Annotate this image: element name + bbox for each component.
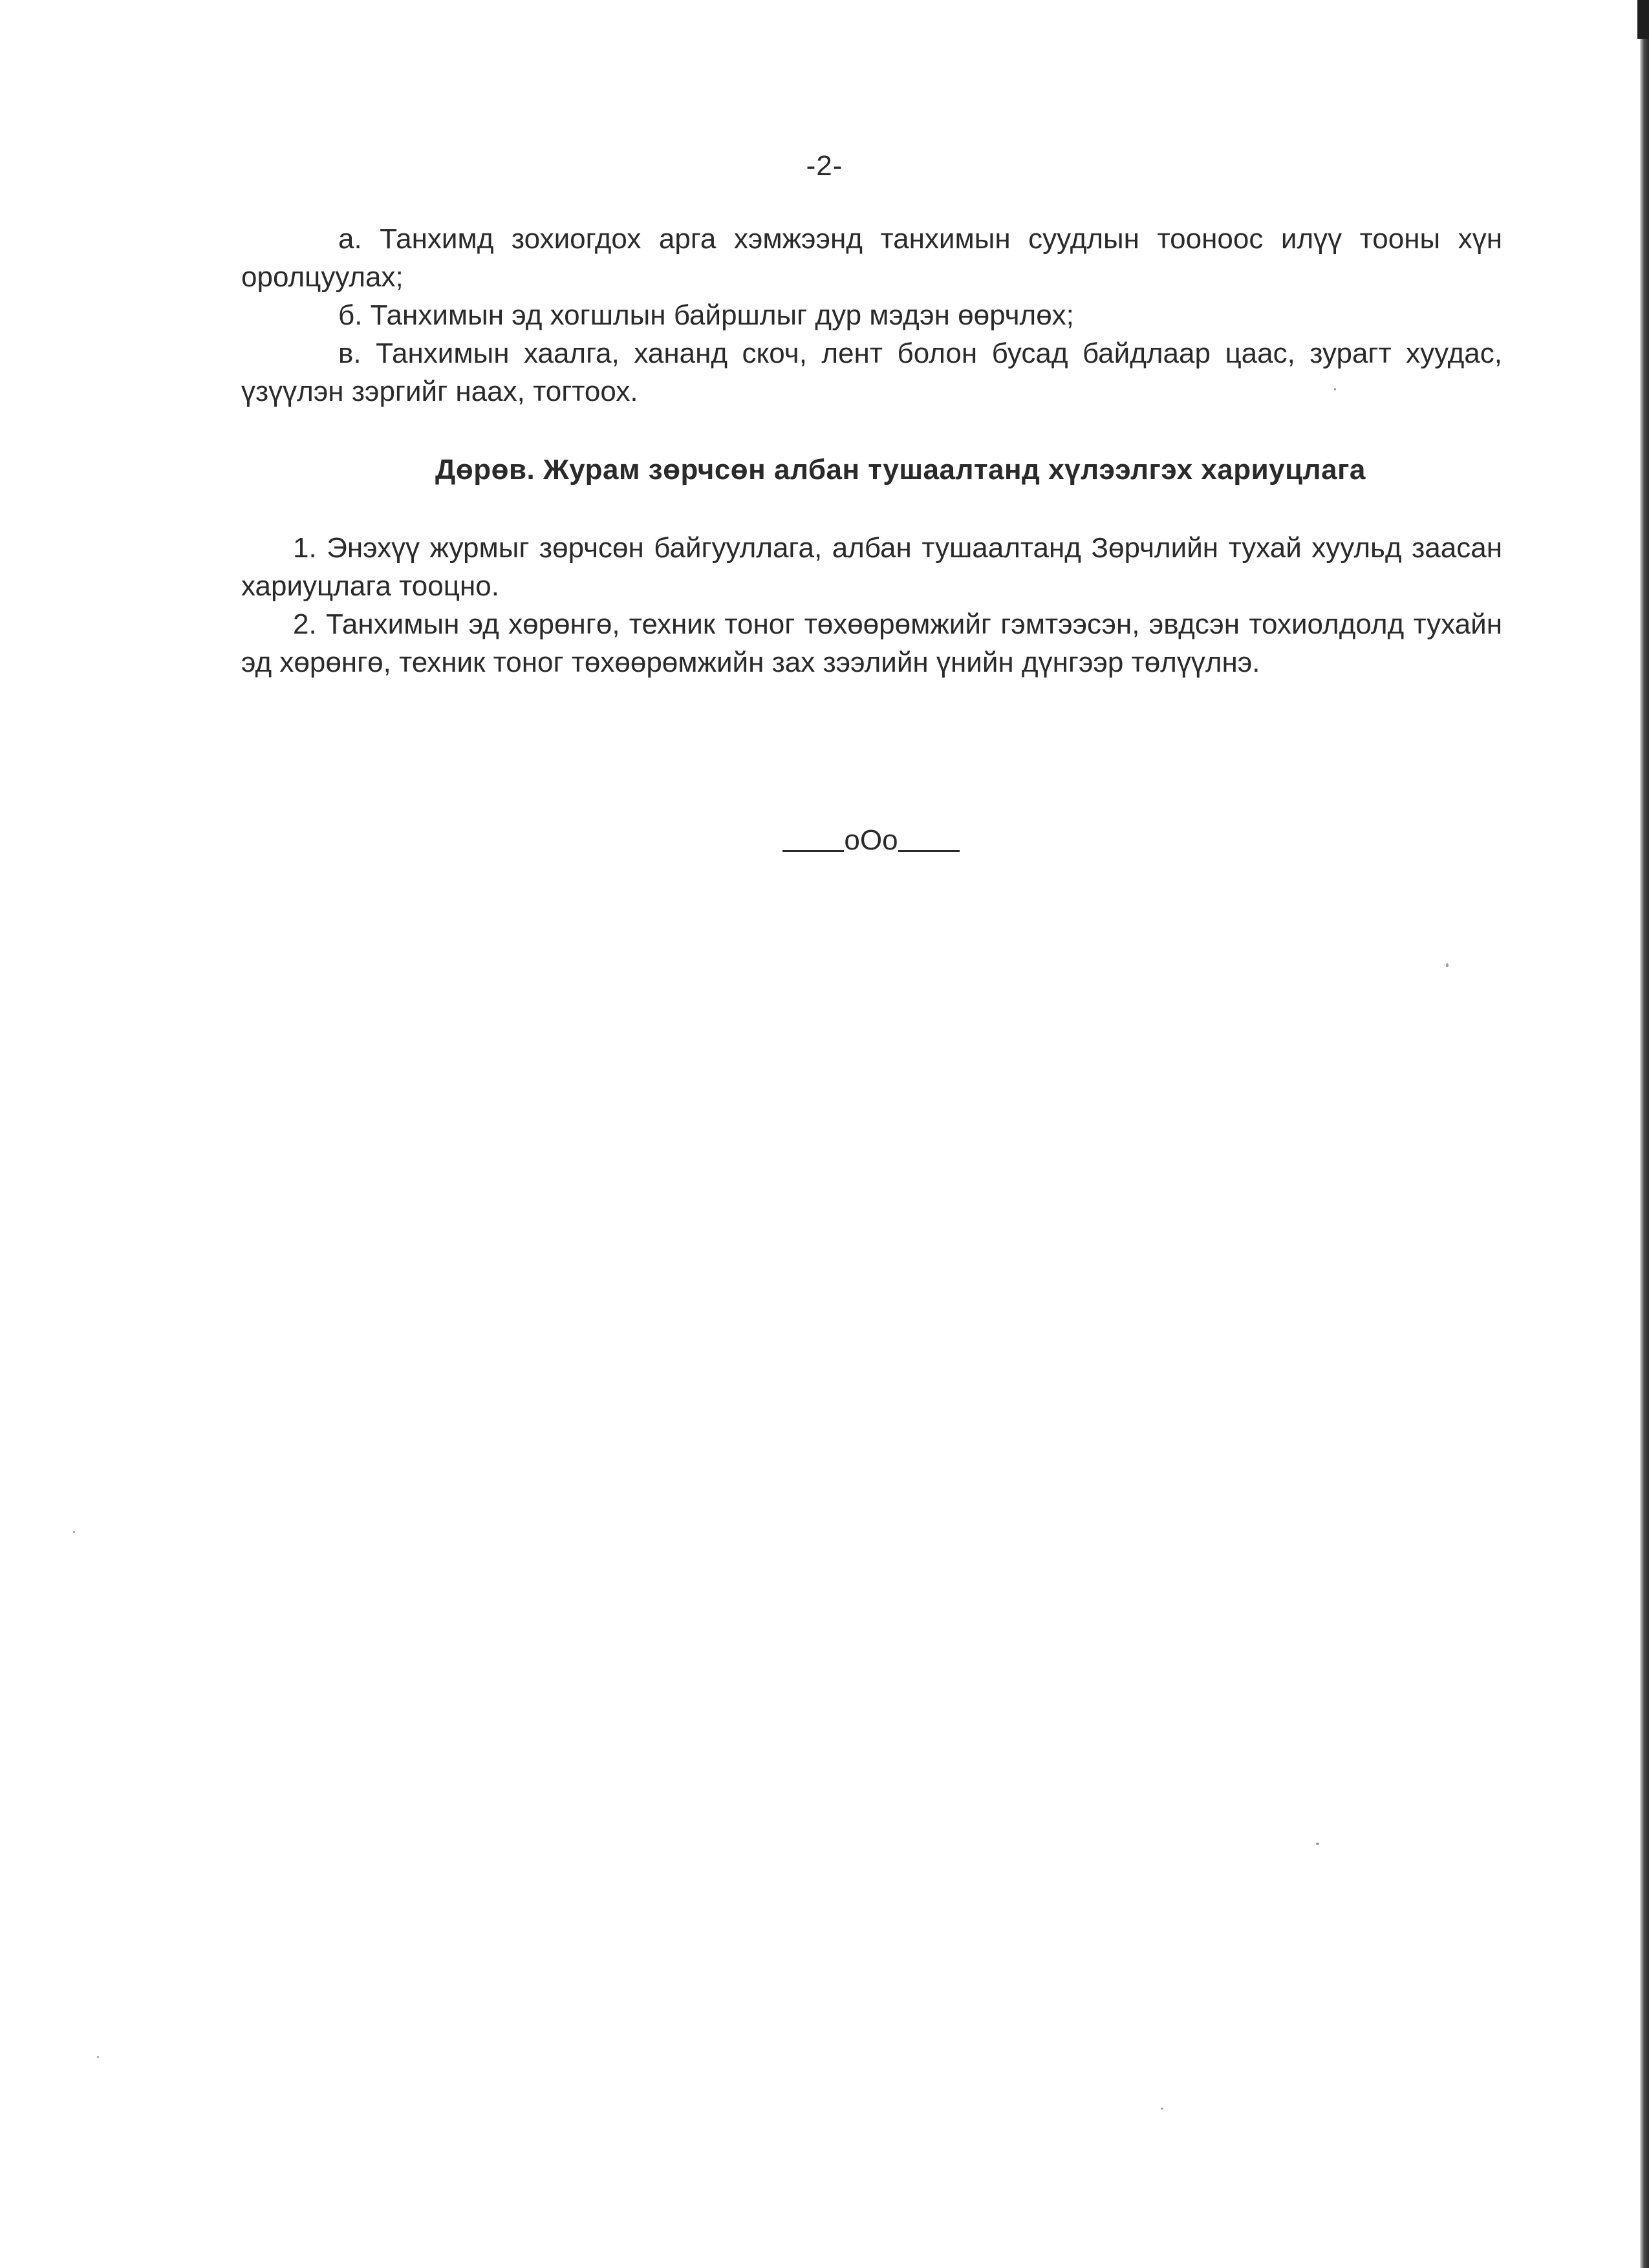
list-item-b: б. Танхимын эд хогшлын байршлыг дур мэдэн өөрчлөх; (338, 299, 1074, 331)
scan-speck (1446, 963, 1449, 967)
document-end-mark (0, 824, 1649, 857)
end-mark-left-rule (782, 850, 844, 852)
scan-edge-corner (1637, 0, 1649, 39)
scan-speck (1316, 1843, 1319, 1845)
numbered-item-2: 2. Танхимын эд хөрөнгө, техник тоног төхөөрөмжийг гэмтээсэн, эвдсэн тохиолдолд тухайн эд хөрөнгө, техник тоног төхөөрөмжийн зах зээлийн үнийн дүнгээр төлүүлнэ. (241, 608, 1502, 678)
list-item-a: а. Танхимд зохиогдох арга хэмжээнд танхимын суудлын тооноос илүү тооны хүн оролцуулах; (241, 223, 1502, 293)
scan-speck (1334, 388, 1336, 390)
end-mark-text: oOo (844, 824, 898, 856)
scan-speck (97, 2056, 99, 2058)
end-mark-right-rule (898, 850, 960, 852)
scan-edge-shadow (1640, 0, 1649, 2268)
page-number: -2- (806, 150, 843, 182)
section-heading: Дөрөв. Журам зөрчсөн албан тушаалтанд хүлээлгэх хариуцлага (435, 454, 1366, 486)
list-item-c: в. Танхимын хаалга, хананд скоч, лент болон бусад байдлаар цаас, зурагт хуудас, үзүүлэн зэргийг наах, тогтоох. (241, 337, 1502, 407)
numbered-item-1: 1. Энэхүү журмыг зөрчсөн байгууллага, албан тушаалтанд Зөрчлийн тухай хуульд заасан хариуцлага тооцно. (241, 532, 1502, 602)
scan-speck (1161, 2108, 1163, 2110)
scan-speck (73, 1531, 75, 1533)
document-body (241, 220, 1502, 681)
